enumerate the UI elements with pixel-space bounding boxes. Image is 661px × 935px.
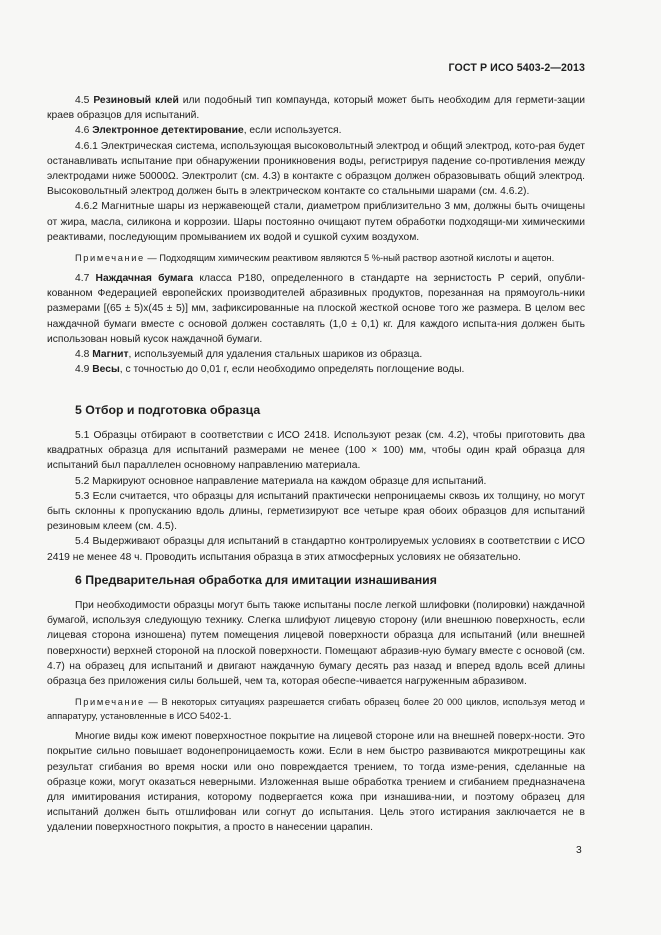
item-4-5: 4.5 Резиновый клей или подобный тип компаунда, который может быть необходим для гермети-зации краев образцов для испытаний. [47,95,585,122]
section-6-paragraph-1: При необходимости образцы могут быть также испытаны после легкой шлифовки (полировки) наждачной бумагой, используя следующую технику. Слегка шлифуют лицевую сторону (или внешнюю поверхность, если лицевая сторона изношена) путем помещения лицевой поверхности образца для испытаний (или внешней поверхности) верхней стороной на плоской поверхности. Помещают абразив-ную бумагу вместе с основой (см. 4.7) на образец для испытаний и двигают наждачную бумагу десять раз назад и вперед вдоль всей длины образца без приложения силы большей, чем та, которая обеспе-чивается нагруженным абразивом. [47,600,585,688]
term: Магнит [92,349,129,361]
item-5-1: 5.1 Образцы отбирают в соответствии с ИСО 2418. Используют резак (см. 4.2), чтобы приготовить два квадратных образца для испытаний размерами не менее (100 × 100) мм, чтобы один край образца для испытаний был параллелен основному направлению материала. [47,430,585,472]
section-6-heading: 6 Предварительная обработка для имитации изнашивания [75,573,437,587]
item-4-7: 4.7 Наждачная бумага класса P180, определенного в стандарте на зернистость P серий, опубли-кованном Федерацией европейских производителей абразивных продуктов, порезанная на прямоуголь-ники размерами [(65 ± 5)x(45 ± 5)] мм, зафиксированные на плоской жесткой основе того же размера. В целом вес наждачной бумаги вместе с основой должен составлять (1,0 ± 0,1) кг. Для каждого испыта-ния должен быть использован новый кусок наждачной бумаги. [47,273,585,345]
item-4-6: 4.6 Электронное детектирование, если используется. [75,125,342,137]
item-4-6-2: 4.6.2 Магнитные шары из нержавеющей стали, диаметром приблизительно 3 мм, должны быть очищены от жира, масла, силикона и коррозии. Шары постоянно очищают путем обработки подходящи-ми химическими реактивами, последующим промыванием их водой и сушкой сухим воздухом. [47,201,585,243]
note-label: Примечание [75,697,145,708]
item-4-8: 4.8 Магнит, используемый для удаления стальных шариков из образца. [75,349,423,361]
note-label: Примечание [75,253,145,264]
item-4-9: 4.9 Весы, с точностью до 0,01 г, если необходимо определять поглощение воды. [75,364,465,376]
section-6 [47,572,585,836]
item-4-6-1: 4.6.1 Электрическая система, использующая высоковольтный электрод и общий электрод, кото-рая будет останавливать испытание при обнаружении проникновения воды, регистрируя падение со-противления между электродами ниже 50000Ω. Электролит (см. 4.3) в контакте с образцом должен образовывать общий электрод. Высоковольтный электрод должен быть в электрическом контакте со стальными шарами (см. 4.6.2). [47,140,585,198]
term: Наждачная бумага [95,273,194,285]
section-4-continued [47,93,585,377]
section-5 [47,402,585,565]
page-number: 3 [576,845,582,856]
note-1: Примечание — Подходящим химическим реактивом являются 5 %-ный раствор азотной кислоты и ацетон. [75,253,555,264]
section-5-heading: 5 Отбор и подготовка образца [75,403,261,417]
term: Резиновый клей [93,95,179,106]
term: Электронное детектирование [92,125,244,137]
item-5-2: 5.2 Маркируют основное направление материала на каждом образце для испытаний. [75,475,487,487]
item-5-3: 5.3 Если считается, что образцы для испытаний практически непроницаемы сквозь их толщину, но могут быть склонны к пропусканию вдоль длины, герметизируют все четыре края обоих образцов для испытаний резиновым клеем (см. 4.5). [47,490,585,533]
note-2: Примечание — В некоторых ситуациях разрешается сгибать образец более 20 000 циклов, используя метод и аппаратуру, установленные в ИСО 5402-1. [47,697,585,722]
standard-code: ГОСТ Р ИСО 5403-2—2013 [448,62,585,74]
section-6-paragraph-2: Многие виды кож имеют поверхностное покрытие на лицевой стороне или на внешней поверх-ности. Это покрытие сильно повышает водонепроницаемость кожи. Если в нем быстро развиваются микротрещины как результат сгибания во время носки или оно повреждается трением, то тогда изме-рения, сделанные на образце кожи, могут оказаться неверными. Изложенная выше обработка трением и сгибанием предназначена для имитирования истирания, которому подвергается кожа при изнашива-нии, и поэтому образец для испытаний должен быть отшлифован или согнут до испытания. Цель этого истирания заключается не в удалении поверхностного покрытия, а просто в нанесении царапин. [47,731,585,834]
item-5-4: 5.4 Выдерживают образцы для испытаний в стандартно контролируемых условиях в соответствии с ИСО 2419 не менее 48 ч. Проводить испытания образца в этих атмосферных условиях не обязательно. [47,536,585,563]
term: Весы [92,364,120,376]
